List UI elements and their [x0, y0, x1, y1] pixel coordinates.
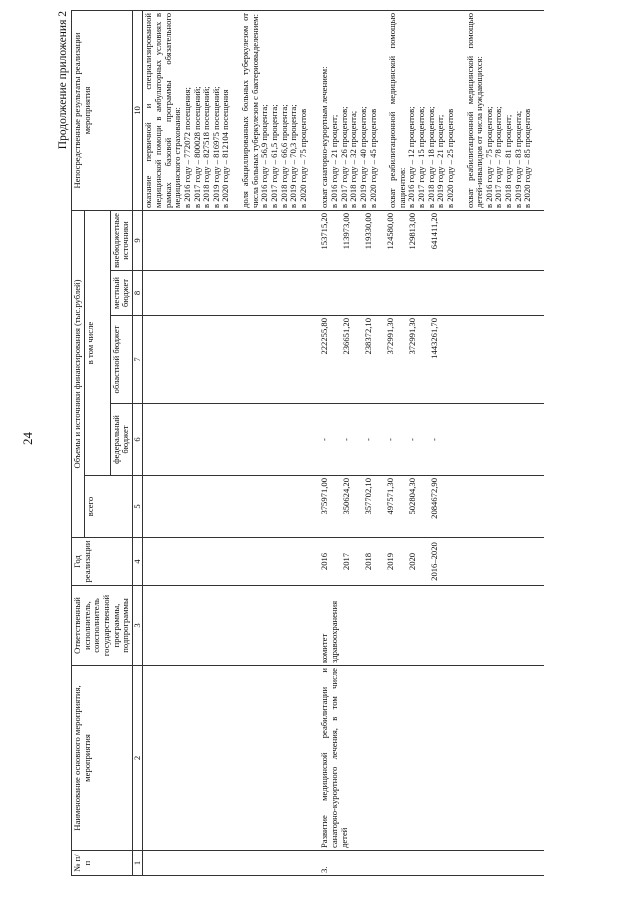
program-table: [71, 10, 544, 876]
result-line: в 2017 году – 78 процентов;: [493, 106, 504, 208]
results-block-2: [388, 13, 455, 208]
federal-value: -: [385, 438, 396, 441]
header-year: Год реализации: [72, 538, 133, 586]
col-number: 8: [132, 271, 143, 316]
page-number: 24: [20, 432, 35, 445]
offbudget-value: 641411,20: [429, 212, 440, 250]
regional-value: 238372,10: [363, 318, 374, 355]
row-number: 3.: [319, 851, 544, 876]
result-line: в 2016 году – 21 процент;: [329, 114, 339, 208]
result-line: в 2019 году – 21 процент;: [435, 114, 446, 208]
federal-cell: [319, 404, 544, 476]
regional-value: 222255,80: [319, 318, 330, 355]
regional-value: 236651,20: [341, 318, 352, 355]
year-value: 2016: [319, 552, 330, 571]
table-row: [143, 10, 320, 875]
federal-value: -: [341, 438, 352, 441]
header-including: в том числе: [84, 210, 110, 475]
result-line: в 2016 году – 772072 посещения;: [181, 87, 192, 208]
result-line: в 2020 году – 75 процентов: [297, 108, 308, 208]
offbudget-value: 124580,00: [385, 212, 396, 250]
table-row-3: [319, 10, 544, 875]
results-block-1: [320, 13, 378, 208]
col-number: 6: [132, 404, 143, 476]
total-value: 497571,30: [385, 478, 396, 515]
offbudget-value: 129813,00: [407, 212, 418, 250]
federal-value: -: [407, 438, 418, 441]
appendix-title: Продолжение приложения 2: [57, 11, 69, 150]
result-line: в 2019 году – 40 процентов;: [357, 106, 368, 208]
offbudget-value: 119330,00: [363, 212, 374, 250]
result-line: в 2017 году – 15 процентов;: [416, 106, 426, 208]
measure-name: Развитие медицинской реабилитации и санаторно-курортного лечения, в том числе детей: [319, 666, 544, 851]
result-line: в 2017 году – 800028 посещений;: [191, 86, 202, 208]
col-number: 3: [132, 586, 143, 666]
result-text: доля абациллированных больных туберкулезом от числа больных туберкулезом с бактериовыделением:: [240, 12, 260, 208]
col-number: 5: [132, 476, 143, 538]
total-value: 375971,00: [319, 478, 330, 515]
total-value: 357702,10: [363, 478, 374, 515]
result-line: в 2020 году – 25 процентов: [444, 108, 455, 208]
result-line: в 2020 году – 85 процентов: [522, 108, 533, 208]
col-number: 2: [132, 666, 143, 851]
result-line: в 2018 году – 827518 посещений;: [201, 86, 212, 208]
offbudget-value: 153715,20: [319, 212, 330, 250]
prev-results-block-2: [241, 13, 308, 208]
result-line: в 2019 году – 70,3 процента;: [288, 104, 299, 208]
year-value: 2017: [341, 552, 352, 571]
regional-value: 1443261,70: [429, 318, 440, 359]
offbudget-value: 113973,00: [341, 212, 352, 250]
result-text: охват реабилитационной медицинской помощью детей-инвалидов от числа нуждающихся:: [464, 12, 485, 208]
col-number: 4: [132, 538, 143, 586]
col-number: 7: [132, 316, 143, 404]
local-cell: [319, 271, 544, 316]
header-num: № п/п: [72, 851, 133, 876]
header-results: Непосредственные результаты реализации мероприятия: [72, 10, 133, 210]
rotated-page-content: [57, 11, 637, 876]
header-regional: областной бюджет: [110, 316, 132, 404]
result-line: в 2017 году – 26 процентов;: [338, 106, 349, 208]
header-federal: федеральный бюджет: [110, 404, 132, 476]
header-offbudget: внебюджетные источники: [110, 210, 132, 270]
year-value: 2016–2020: [429, 542, 440, 581]
federal-value: -: [363, 438, 374, 441]
result-line: в 2018 году – 32 процента;: [348, 110, 359, 208]
result-line: в 2019 году – 816975 посещений;: [210, 86, 221, 208]
total-value: 2084672,90: [429, 478, 440, 519]
regional-value: 372991,30: [407, 318, 418, 355]
col-number: 10: [132, 10, 143, 210]
header-executor: Ответственный исполнитель, соисполнитель государственной программы, подпрограммы: [72, 586, 133, 666]
total-cell: [319, 476, 544, 538]
results-cell: [319, 10, 544, 210]
executor: комитет здравоохранения: [319, 586, 544, 666]
col-number: 9: [132, 210, 143, 270]
header-financing: Объемы и источники финансирования (тыс.рублей): [72, 210, 85, 537]
result-line: в 2020 году – 812104 посещения: [220, 89, 231, 208]
year-value: 2020: [407, 552, 418, 571]
total-value: 502804,30: [407, 478, 418, 515]
header-local: местный бюджет: [110, 271, 132, 316]
year-value: 2018: [363, 552, 374, 571]
result-text: оказание первичной и специализированной медицинской помощи в амбулаторных условиях в рамках базовой программы обязательного медицинского страхования:: [143, 12, 183, 208]
results-block-3: [466, 13, 533, 208]
years-cell: [319, 538, 544, 586]
year-value: 2019: [385, 552, 396, 571]
prev-results-cell: [143, 10, 320, 210]
result-line: в 2016 году – 75 процентов;: [483, 106, 494, 208]
result-line: в 2016 году – 56,9 процента;: [259, 104, 270, 208]
federal-value: -: [429, 438, 440, 441]
offbudget-cell: [319, 210, 544, 270]
result-line: в 2018 году – 81 процент;: [503, 114, 513, 208]
col-number: 1: [132, 851, 143, 876]
header-total: всего: [84, 476, 132, 538]
total-value: 350624,20: [341, 478, 352, 515]
header-name: Наименование основного мероприятия, мероприятия: [72, 666, 133, 851]
result-line: в 2017 году – 61,5 процента;: [268, 104, 279, 208]
result-text: охват санаторно-курортным лечением:: [319, 66, 330, 208]
result-line: в 2016 году – 12 процентов;: [406, 106, 417, 208]
result-text: охват реабилитационной медицинской помощью пациентов:: [387, 12, 407, 208]
result-line: в 2020 году – 45 процентов: [367, 108, 378, 208]
federal-value: -: [319, 438, 330, 441]
regional-value: 372991,30: [385, 318, 396, 355]
regional-cell: [319, 316, 544, 404]
result-line: в 2018 году – 66,6 процента;: [278, 104, 289, 208]
result-line: в 2018 году – 18 процентов;: [425, 106, 436, 208]
result-line: в 2019 году – 83 процента;: [512, 110, 523, 208]
prev-results-block-1: [144, 13, 231, 208]
